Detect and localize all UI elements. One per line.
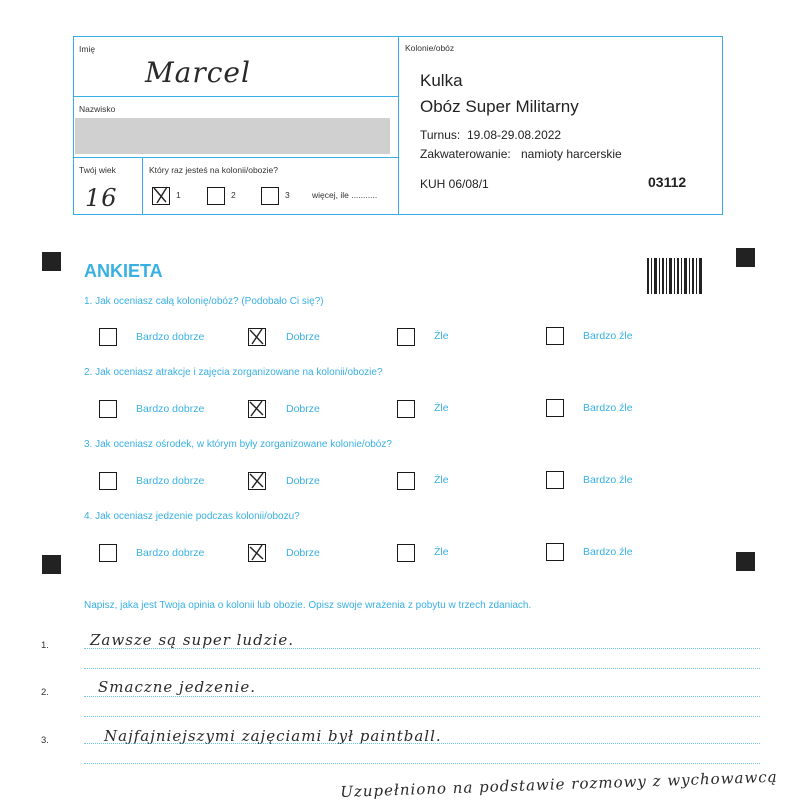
q4-option-bardzo-dobrze-checkbox[interactable] [99,544,117,562]
camp-name: Kulka [420,71,463,90]
imie-label: Imię [79,44,96,54]
q2-option-bardzo-dobrze-checkbox[interactable] [99,400,117,418]
q3-option-bardzo-dobrze-checkbox[interactable] [99,472,117,490]
wiek-label: Twój wiek [79,165,116,175]
option-label: Bardzo źle [583,330,633,342]
option-label: Bardzo dobrze [136,403,205,415]
dotted-line [84,743,760,744]
wiek-value[interactable]: 16 [85,184,118,212]
opinion-line-number: 3. [41,735,49,746]
dotted-line [84,763,760,764]
option-label: Dobrze [286,547,320,559]
check-mark-icon [151,185,169,203]
count-1-checkbox[interactable] [152,187,170,205]
question-text: 3. Jak oceniasz ośrodek, w którym były zorganizowane kolonie/obóz? [84,439,392,450]
count-2-label: 2 [231,190,236,200]
registration-marker [42,555,61,574]
zakwaterowanie-label: Zakwaterowanie: [420,147,511,161]
bottom-note: Uzupełniono na podstawie rozmowy z wychowawcą [340,767,778,801]
check-mark-icon [247,327,265,345]
registration-marker [736,248,755,267]
question-text: 1. Jak oceniasz całą kolonię/obóz? (Podobało Ci się?) [84,296,324,307]
opinion-line-2[interactable]: Smaczne jedzenie. [98,678,257,696]
opinion-line-number: 1. [41,640,49,651]
count-3-label: 3 [285,190,290,200]
q1-option-dobrze-checkbox[interactable] [248,328,266,346]
question-text: 4. Jak oceniasz jedzenie podczas kolonii/obozu? [84,511,300,522]
opinion-line-1[interactable]: Zawsze są super ludzie. [90,631,295,649]
q4-option-bardzo-zle-checkbox[interactable] [546,543,564,561]
q1-option-bardzo-zle-checkbox[interactable] [546,327,564,345]
divider [142,157,143,215]
divider [398,36,399,215]
option-label: Bardzo dobrze [136,547,205,559]
option-label: Bardzo źle [583,402,633,414]
camp-title: Obóz Super Militarny [420,97,579,116]
divider [73,96,399,97]
option-label: Bardzo dobrze [136,475,205,487]
camp-code: KUH 06/08/1 [420,177,489,191]
zakwaterowanie-value: namioty harcerskie [521,147,622,161]
check-mark-icon [247,543,265,561]
option-label: Dobrze [286,403,320,415]
check-mark-icon [247,471,265,489]
option-label: Źle [434,546,449,558]
q2-option-zle-checkbox[interactable] [397,400,415,418]
dotted-line [84,716,760,717]
dotted-line [84,696,760,697]
q4-option-zle-checkbox[interactable] [397,544,415,562]
count-more-label: więcej, ile ........... [312,190,378,200]
divider [73,157,399,158]
kolonie-label: Kolonie/obóz [405,43,455,53]
q2-option-dobrze-checkbox[interactable] [248,400,266,418]
q3-option-bardzo-zle-checkbox[interactable] [546,471,564,489]
option-label: Bardzo źle [583,546,633,558]
turnus-value: 19.08-29.08.2022 [467,128,562,142]
check-mark-icon [247,399,265,417]
registration-marker [736,552,755,571]
option-label: Dobrze [286,331,320,343]
form-number: 03112 [648,174,687,190]
question-text: 2. Jak oceniasz atrakcje i zajęcia zorganizowane na kolonii/obozie? [84,367,383,378]
option-label: Źle [434,474,449,486]
dotted-line [84,668,760,669]
opinion-line-3[interactable]: Najfajniejszymi zajęciami był paintball. [104,727,442,745]
count-1-label: 1 [176,190,181,200]
count-3-checkbox[interactable] [261,187,279,205]
dotted-line [84,648,760,649]
registration-marker [42,252,61,271]
q3-option-zle-checkbox[interactable] [397,472,415,490]
nazwisko-redacted [75,118,390,154]
option-label: Bardzo dobrze [136,331,205,343]
imie-value[interactable]: Marcel [145,56,251,89]
turnus-label: Turnus: [420,128,461,142]
option-label: Dobrze [286,475,320,487]
opinion-line-number: 2. [41,687,49,698]
barcode-icon [647,258,703,294]
nazwisko-label: Nazwisko [79,104,116,114]
survey-title: ANKIETA [84,261,163,281]
ktory-raz-label: Który raz jesteś na kolonii/obozie? [149,165,278,175]
q1-option-zle-checkbox[interactable] [397,328,415,346]
option-label: Bardzo źle [583,474,633,486]
count-2-checkbox[interactable] [207,187,225,205]
q3-option-dobrze-checkbox[interactable] [248,472,266,490]
option-label: Źle [434,330,449,342]
q2-option-bardzo-zle-checkbox[interactable] [546,399,564,417]
q1-option-bardzo-dobrze-checkbox[interactable] [99,328,117,346]
q4-option-dobrze-checkbox[interactable] [248,544,266,562]
opinion-prompt: Napisz, jaka jest Twoja opinia o kolonii lub obozie. Opisz swoje wrażenia z pobytu w trzech zdaniach. [84,600,532,611]
option-label: Źle [434,402,449,414]
